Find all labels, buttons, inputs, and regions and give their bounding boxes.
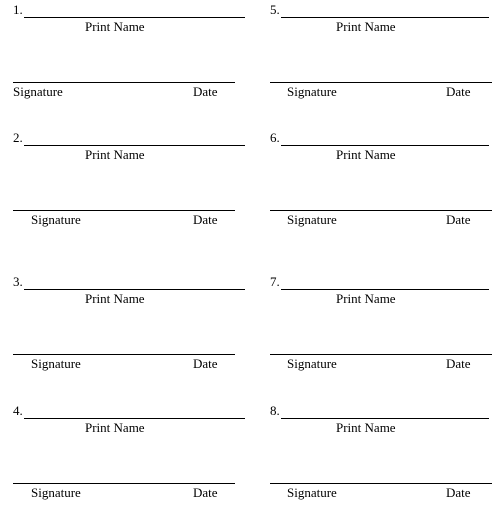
signature-line[interactable] [270, 483, 492, 484]
signature-entry-1 [13, 2, 248, 112]
signature-line[interactable] [270, 82, 492, 83]
date-label: Date [446, 356, 471, 371]
print-name-label: Print Name [336, 291, 396, 306]
signature-entry-5 [270, 2, 500, 112]
print-name-label: Print Name [85, 291, 145, 306]
entry-number: 4. [13, 403, 23, 418]
date-label: Date [446, 485, 471, 500]
signature-line[interactable] [13, 354, 235, 355]
print-name-line[interactable] [24, 145, 245, 146]
entry-number: 5. [270, 2, 280, 17]
signature-label: Signature [287, 485, 337, 500]
signature-line[interactable] [13, 483, 235, 484]
signature-label: Signature [31, 212, 81, 227]
print-name-label: Print Name [336, 420, 396, 435]
signature-entry-3 [13, 274, 248, 384]
signature-line[interactable] [270, 210, 492, 211]
signature-entry-7 [270, 274, 500, 384]
print-name-line[interactable] [281, 17, 489, 18]
print-name-label: Print Name [85, 147, 145, 162]
signature-label: Signature [13, 84, 63, 99]
signature-line[interactable] [13, 82, 235, 83]
print-name-label: Print Name [336, 147, 396, 162]
signature-label: Signature [31, 356, 81, 371]
signature-entry-2 [13, 130, 248, 240]
date-label: Date [193, 84, 218, 99]
signature-line[interactable] [270, 354, 492, 355]
signature-label: Signature [31, 485, 81, 500]
date-label: Date [193, 212, 218, 227]
print-name-line[interactable] [24, 17, 245, 18]
entry-number: 7. [270, 274, 280, 289]
entry-number: 8. [270, 403, 280, 418]
signature-line[interactable] [13, 210, 235, 211]
print-name-label: Print Name [85, 19, 145, 34]
signature-entry-6 [270, 130, 500, 240]
entry-number: 6. [270, 130, 280, 145]
date-label: Date [446, 212, 471, 227]
entry-number: 1. [13, 2, 23, 17]
print-name-line[interactable] [281, 145, 489, 146]
print-name-line[interactable] [24, 418, 245, 419]
date-label: Date [446, 84, 471, 99]
print-name-line[interactable] [281, 289, 489, 290]
entry-number: 2. [13, 130, 23, 145]
print-name-label: Print Name [85, 420, 145, 435]
date-label: Date [193, 485, 218, 500]
signature-entry-8 [270, 403, 500, 513]
signature-label: Signature [287, 84, 337, 99]
date-label: Date [193, 356, 218, 371]
signature-entry-4 [13, 403, 248, 513]
signature-label: Signature [287, 356, 337, 371]
entry-number: 3. [13, 274, 23, 289]
print-name-label: Print Name [336, 19, 396, 34]
print-name-line[interactable] [24, 289, 245, 290]
print-name-line[interactable] [281, 418, 489, 419]
signature-label: Signature [287, 212, 337, 227]
